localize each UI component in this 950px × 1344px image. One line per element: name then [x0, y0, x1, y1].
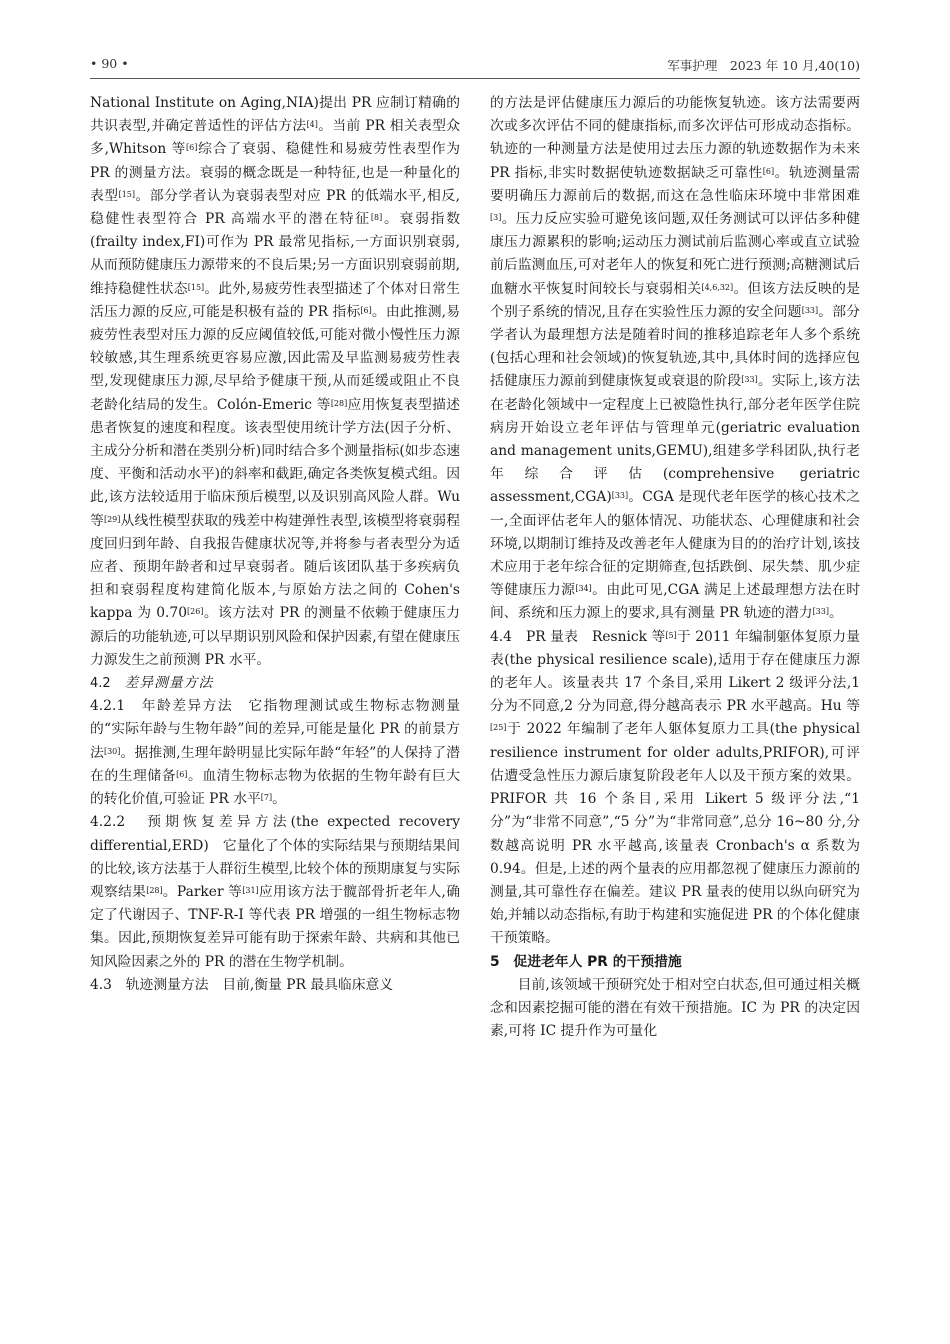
section-5-heading: 5 促进老年人 PR 的干预措施 — [490, 953, 682, 970]
citation: [28] — [146, 885, 163, 895]
page-number: • 90 • — [90, 56, 129, 71]
section-title: 预期恢复差异方法 — [147, 814, 291, 831]
section-title: PR 量表 — [526, 628, 579, 645]
citation: [15] — [187, 282, 205, 292]
citation: [33] — [741, 375, 758, 385]
citation: [34] — [575, 584, 592, 594]
paragraph-trajectory: 的方法是评估健康压力源后的功能恢复轨迹。该方法需要两次或多次评估不同的健康指标,而多次评估可形成动态指标。轨迹的一种测量方法是使用过去压力源的轨迹数据作为未来 PR 指标,非实时数据使轨迹数据缺乏可靠性[6]。轨迹测量需要明确压力源前后的数据,而这在急性临床环境中非常困难[3]。压力反应实验可避免该问题,双任务测试可以评估多种健康压力源累积的影响;运动压力测试前后监测心率或直立试验前后监测血压,可对老年人的恢复和死亡进行预测;高糖测试后血糖水平恢复时间较长与衰弱相关[4,6,32]。但该方法反映的是个别子系统的情况,且存在实验性压力源的安全问题[33]。部分学者认为最理想方法是随着时间的推移追踪老年人多个系统(包括心理和社会领域)的恢复轨迹,其中,具体时间的选择应包括健康压力源前到健康恢复或衰退的阶段[33]。实际上,该方法在老龄化领域中一定程度上已被隐性执行,部分老年医学住院病房开始设立老年评估与管理单元(geriatric evaluation and management units,GEMU),组建多学科团队,执行老年综合评估(comprehensive geriatric assessment,CGA)[33]。CGA 是现代老年医学的核心技术之一,全面评估老年人的躯体情况、功能状态、心理健康和社会环境,以期制订维持及改善老年人健康为目的的治疗计划,该技术应用于老年综合征的定期筛查,包括跌倒、尿失禁、肌少症等健康压力源[34]。由此可见,CGA 满足上述最理想方法在时间、系统和压力源上的要求,具有测量 PR 轨迹的潜力[33]。 — [490, 95, 861, 622]
citation: [4,6,32] — [701, 282, 734, 292]
citation: [4] — [306, 120, 318, 130]
citation: [8] — [370, 213, 383, 223]
citation: [15] — [118, 189, 136, 199]
header-rule — [90, 78, 860, 79]
citation: [30] — [103, 746, 121, 756]
paragraph-4-2-2: 4.2.2 预期恢复差异方法(the expected recovery differential,ERD) 它量化了个体的实际结果与预期结果间的比较,该方法基于人群衍生模型,比较个体的预期康复与实际观察结果[28]。Parker 等[31]应用该方法于髋部骨折老年人,确定了代谢因子、TNF-R-I 等代表 PR 增强的一组生物标志物集。因此,预期恢复差异可能有助于探索年龄、共病和其他已知风险因素之外的 PR 的潜在生物学机制。 — [90, 814, 461, 970]
citation: [28] — [330, 398, 348, 408]
paragraph-4-3: 4.3 轨迹测量方法 目前,衡量 PR 最具临床意义 — [90, 976, 394, 993]
journal-info: 军事护理 2023 年 10 月,40(10) — [667, 58, 860, 73]
paragraph-5-intro: 目前,该领域干预研究处于相对空白状态,但可通过相关概念和因素挖掘可能的潜在有效干预措施。IC 为 PR 的决定因素,可将 IC 提升作为可量化 — [490, 976, 860, 1040]
citation: [6] — [176, 769, 188, 779]
citation: [33] — [611, 491, 629, 501]
section-number: 4.2.1 — [90, 698, 126, 715]
citation: [7] — [260, 793, 273, 803]
section-4-2: 4.2 差异测量方法 — [90, 675, 214, 692]
citation: [26] — [187, 607, 204, 617]
section-number: 4.3 — [90, 976, 112, 993]
citation: [6] — [360, 305, 372, 315]
page-header — [90, 56, 860, 78]
section-number: 4.4 — [490, 628, 512, 645]
paragraph-4-2-1: 4.2.1 年龄差异方法 它指物理测试或生物标志物测量的“实际年龄与生物年龄”间的差异,可能是量化 PR 的前景方法[30]。据推测,生理年龄明显比实际年龄“年轻”的人保持了潜在的生理储备[6]。血清生物标志物为依据的生物年龄有巨大的转化价值,可验证 PR 水平[7]。 — [90, 698, 461, 808]
citation: [33] — [801, 305, 819, 315]
section-title: 轨迹测量方法 — [125, 976, 209, 993]
citation: [25] — [490, 723, 507, 733]
citation: [33] — [812, 607, 829, 617]
citation: [5] — [665, 630, 677, 640]
citation: [31] — [242, 885, 259, 895]
paragraph-phenotypes: National Institute on Aging,NIA)提出 PR 应制订精确的共识表型,并确定普适性的评估方法[4]。当前 PR 相关表型众多,Whitson 等[6]综合了衰弱、稳健性和易疲劳性表型作为 PR 的测量方法。衰弱的概念既是一种特征,也是一种量化的表型[15]。部分学者认为衰弱表型对应 PR 的低端水平,相反,稳健性表型符合 PR 高端水平的潜在特征[8]。衰弱指数(frailty index,FI)可作为 PR 最常见指标,一方面识别衰弱,从而预防健康压力源带来的不良后果;另一方面识别衰弱前期,维持稳健性状态[15]。此外,易疲劳性表型描述了个体对日常生活压力源的反应,可能是积极有益的 PR 指标[6]。由此推测,易疲劳性表型对压力源的反应阈值较低,可能对微小慢性压力源较敏感,其生理系统更容易应激,因此需及早监测易疲劳性表型,发现健康压力源,尽早给予健康干预,从而延缓或阻止不良老龄化结局的发生。Colón-Emeric 等[28]应用恢复表型描述患者恢复的速度和程度。该表型使用统计学方法(因子分析、主成分分析和潜在类别分析)同时结合多个测量指标(如步态速度、平衡和活动水平)的斜率和截距,确定各类恢复模式组。因此,该方法较适用于临床预后模型,以及识别高风险人群。Wu 等[29]从线性模型获取的残差中构建弹性表型,该模型将衰弱程度回归到年龄、自我报告健康状况等,并将参与者表型分为适应者、预期年龄者和过早衰弱者。随后该团队基于多疾病负担和衰弱程度构建简化版本,与原始方法之间的 Cohen's kappa 为 0.70[26]。该方法对 PR 的测量不依赖于健康压力源后的功能轨迹,可以早期识别风险和保护因素,有望在健康压力源发生之前预测 PR 水平。 — [90, 95, 461, 668]
citation: [29] — [103, 514, 121, 524]
section-title: 年龄差异方法 — [141, 698, 234, 715]
citation: [6] — [762, 166, 775, 176]
section-number: 4.2.2 — [90, 814, 126, 831]
paragraph-4-4: 4.4 PR 量表 Resnick 等[5]于 2011 年编制躯体复原力量表(the physical resilience scale),适用于存在健康压力源的老年人。该量表共 17 个条目,采用 Likert 2 级评分法,1 分为不同意,2 分为同意,得分越高表示 PR 水平越高。Hu 等[25]于 2022 年编制了老年人躯体复原力工具(the physical resilience instrument for older adults,PRIFOR),可评估遭受急性压力源后康复阶段老年人以及干预方案的效果。PRIFOR 共 16 个条目,采用 Likert 5 级评分法,“1 分”为“非常不同意”,“5 分”为“非常同意”,总分 16~80 分,分数越高说明 PR 水平越高,该量表 Cronbach's α 系数为 0.94。但是,上述的两个量表的应用都忽视了健康压力源前的测量,其可靠性存在偏差。建议 PR 量表的使用以纵向研究为始,并辅以动态指标,有助于构建和实施促进 PR 的个体化健康干预策略。 — [490, 628, 861, 947]
citation: [6] — [186, 143, 198, 153]
left-column — [90, 92, 460, 997]
right-column — [490, 92, 860, 1043]
citation: [3] — [490, 213, 502, 223]
